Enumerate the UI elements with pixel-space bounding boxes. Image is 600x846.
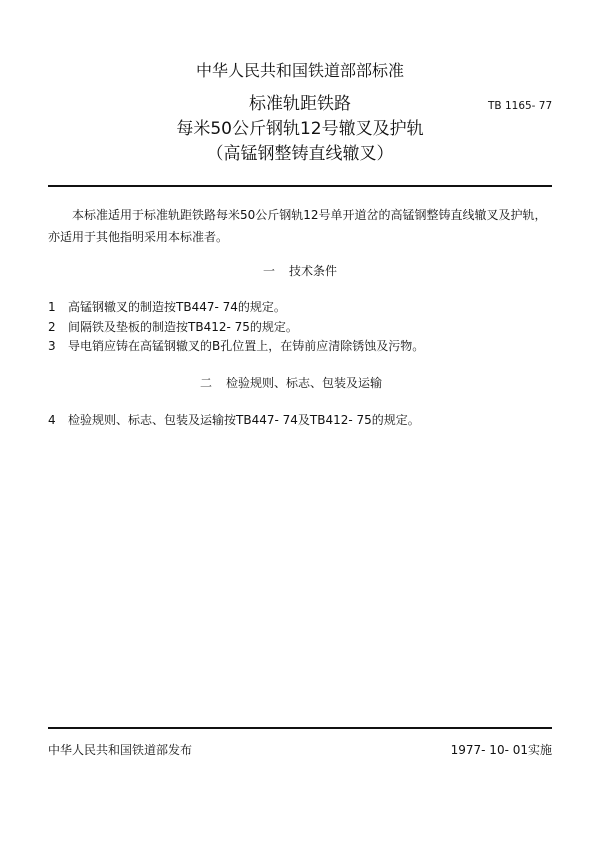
section-1-number: 一 xyxy=(262,264,275,278)
section-2-title: 检验规则、标志、包装及运输 xyxy=(226,376,383,390)
intro-line-2: 亦适用于其他指明采用本标准者。 xyxy=(48,230,229,244)
item-text: 间隔铁及垫板的制造按TB412- 75的规定。 xyxy=(68,320,298,334)
standard-code: TB 1165- 77 xyxy=(488,100,553,112)
item-number: 3 xyxy=(48,339,56,353)
item-number: 4 xyxy=(48,413,56,427)
item-text: 检验规则、标志、包装及运输按TB447- 74及TB412- 75的规定。 xyxy=(68,413,420,427)
effective-date: 1977- 10- 01实施 xyxy=(450,743,552,757)
list-item xyxy=(48,411,420,428)
publisher: 中华人民共和国铁道部发布 xyxy=(48,743,193,757)
item-text: 导电销应铸在高锰钢辙叉的B孔位置上，在铸前应清除锈蚀及污物。 xyxy=(68,339,425,353)
item-number: 2 xyxy=(48,320,56,334)
list-item xyxy=(48,337,424,354)
item-number: 1 xyxy=(48,300,56,314)
title-line-2: 每米50公斤钢轨12号辙叉及护轨 xyxy=(176,119,424,139)
list-item xyxy=(48,318,298,335)
title-line-1: 标准轨距铁路 xyxy=(249,94,351,114)
section-1-heading xyxy=(0,262,600,279)
list-item xyxy=(48,298,286,315)
issuer-heading: 中华人民共和国铁道部部标准 xyxy=(195,61,404,80)
header-rule xyxy=(48,185,552,187)
footer-rule xyxy=(48,727,552,729)
title-line-3: （高锰钢整铸直线辙叉） xyxy=(206,144,394,164)
item-text: 高锰钢辙叉的制造按TB447- 74的规定。 xyxy=(68,300,286,314)
section-2-number: 二 xyxy=(200,376,213,390)
section-2-heading xyxy=(200,374,382,391)
intro-line-1: 本标准适用于标准轨距铁路每米50公斤钢轨12号单开道岔的高锰钢整铸直线辙叉及护轨， xyxy=(72,208,547,222)
section-1-title: 技术条件 xyxy=(289,264,338,278)
